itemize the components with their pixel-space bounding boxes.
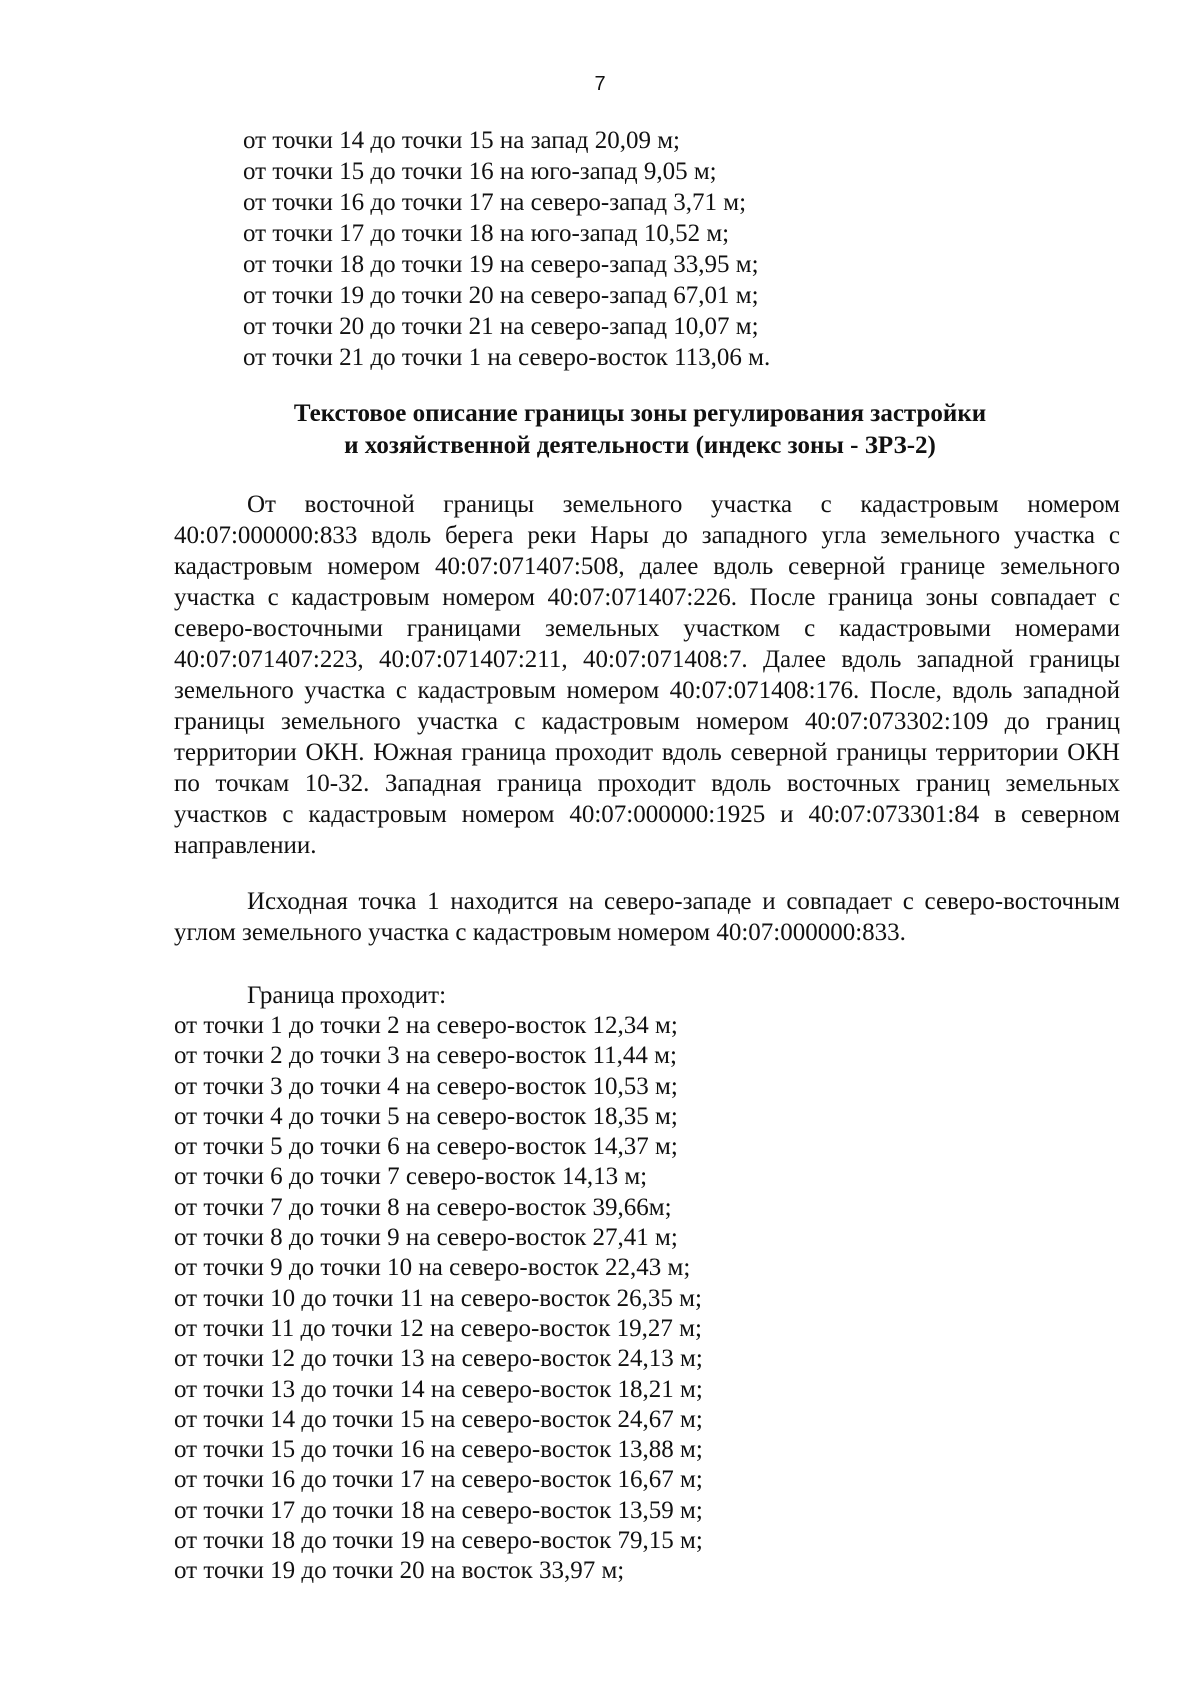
list-item: от точки 15 до точки 16 на северо-восток 13,88 м;: [174, 1436, 703, 1464]
boundary-segment-list-zone-1: [243, 125, 770, 373]
list-item: от точки 9 до точки 10 на северо-восток 22,43 м;: [174, 1254, 691, 1282]
list-item: от точки 8 до точки 9 на северо-восток 27,41 м;: [174, 1224, 678, 1252]
list-item: от точки 3 до точки 4 на северо-восток 10,53 м;: [174, 1072, 678, 1100]
list-item: от точки 5 до точки 6 на северо-восток 14,37 м;: [174, 1133, 678, 1161]
list-item: от точки 16 до точки 17 на северо-восток 16,67 м;: [174, 1466, 703, 1494]
list-item: от точки 18 до точки 19 на северо-восток 79,15 м;: [174, 1527, 703, 1555]
list-item: от точки 11 до точки 12 на северо-восток 19,27 м;: [174, 1314, 702, 1342]
list-item: от точки 19 до точки 20 на восток 33,97 м;: [174, 1557, 625, 1585]
list-item: от точки 17 до точки 18 на юго-запад 10,52 м;: [243, 220, 730, 247]
list-item: от точки 16 до точки 17 на северо-запад 3,71 м;: [243, 189, 747, 216]
list-item: от точки 10 до точки 11 на северо-восток 26,35 м;: [174, 1284, 702, 1312]
list-item: от точки 14 до точки 15 на запад 20,09 м;: [243, 127, 680, 154]
list-item: от точки 17 до точки 18 на северо-восток 13,59 м;: [174, 1496, 703, 1524]
boundary-lead-text: Граница проходит:: [247, 982, 447, 1009]
list-item: от точки 6 до точки 7 северо-восток 14,13 м;: [174, 1163, 648, 1191]
list-item: от точки 21 до точки 1 на северо-восток 113,06 м.: [243, 344, 771, 371]
list-item: от точки 15 до точки 16 на юго-запад 9,05 м;: [243, 158, 717, 185]
list-item: от точки 18 до точки 19 на северо-запад 33,95 м;: [243, 251, 759, 278]
section-heading-line-1: Текстовое описание границы зоны регулирования застройки: [293, 400, 987, 427]
list-item: от точки 14 до точки 15 на северо-восток 24,67 м;: [174, 1405, 703, 1433]
boundary-segment-list-zone-2: [174, 1011, 703, 1587]
list-item: от точки 19 до точки 20 на северо-запад 67,01 м;: [243, 282, 759, 309]
list-item: от точки 1 до точки 2 на северо-восток 12,34 м;: [174, 1012, 678, 1039]
list-item: от точки 13 до точки 14 на северо-восток 18,21 м;: [174, 1375, 703, 1403]
section-heading-line-2: и хозяйственной деятельности (индекс зоны - ЗРЗ-2): [344, 432, 936, 459]
list-item: от точки 7 до точки 8 на северо-восток 39,66м;: [174, 1193, 672, 1221]
list-item: от точки 2 до точки 3 на северо-восток 11,44 м;: [174, 1042, 677, 1070]
section-heading: [160, 398, 1120, 462]
list-item: от точки 4 до точки 5 на северо-восток 18,35 м;: [174, 1102, 678, 1130]
page-number: 7: [594, 73, 606, 95]
list-item: от точки 20 до точки 21 на северо-запад 10,07 м;: [243, 313, 759, 340]
zone-description-paragraph: От восточной границы земельного участка с кадастровым номером 40:07:000000:833 вдоль берега реки Нары до западного угла земельного участка с кадастровым номером 40:07:071407:508, далее вдоль северной границе земельного участка с кадастровым номером 40:07:071407:226. После граница зоны совпадает с северо-восточными границами земельных участком с кадастровыми номерами 40:07:071407:223, 40:07:071407:211, 40:07:071408:7. Далее вдоль западной границы земельного участка с кадастровым номером 40:07:071408:176. После, вдоль западной границы земельного участка с кадастровым номером 40:07:073302:109 до границ территории ОКН. Южная граница проходит вдоль северной границы территории ОКН по точкам 10-32. Западная граница проходит вдоль восточных границ земельных участков с кадастровым номером 40:07:000000:1925 и 40:07:073301:84 в северном направлении.: [174, 491, 1120, 859]
list-item: от точки 12 до точки 13 на северо-восток 24,13 м;: [174, 1345, 703, 1373]
start-point-paragraph: Исходная точка 1 находится на северо-западе и совпадает с северо-восточным углом земельного участка с кадастровым номером 40:07:000000:833.: [174, 888, 1120, 946]
